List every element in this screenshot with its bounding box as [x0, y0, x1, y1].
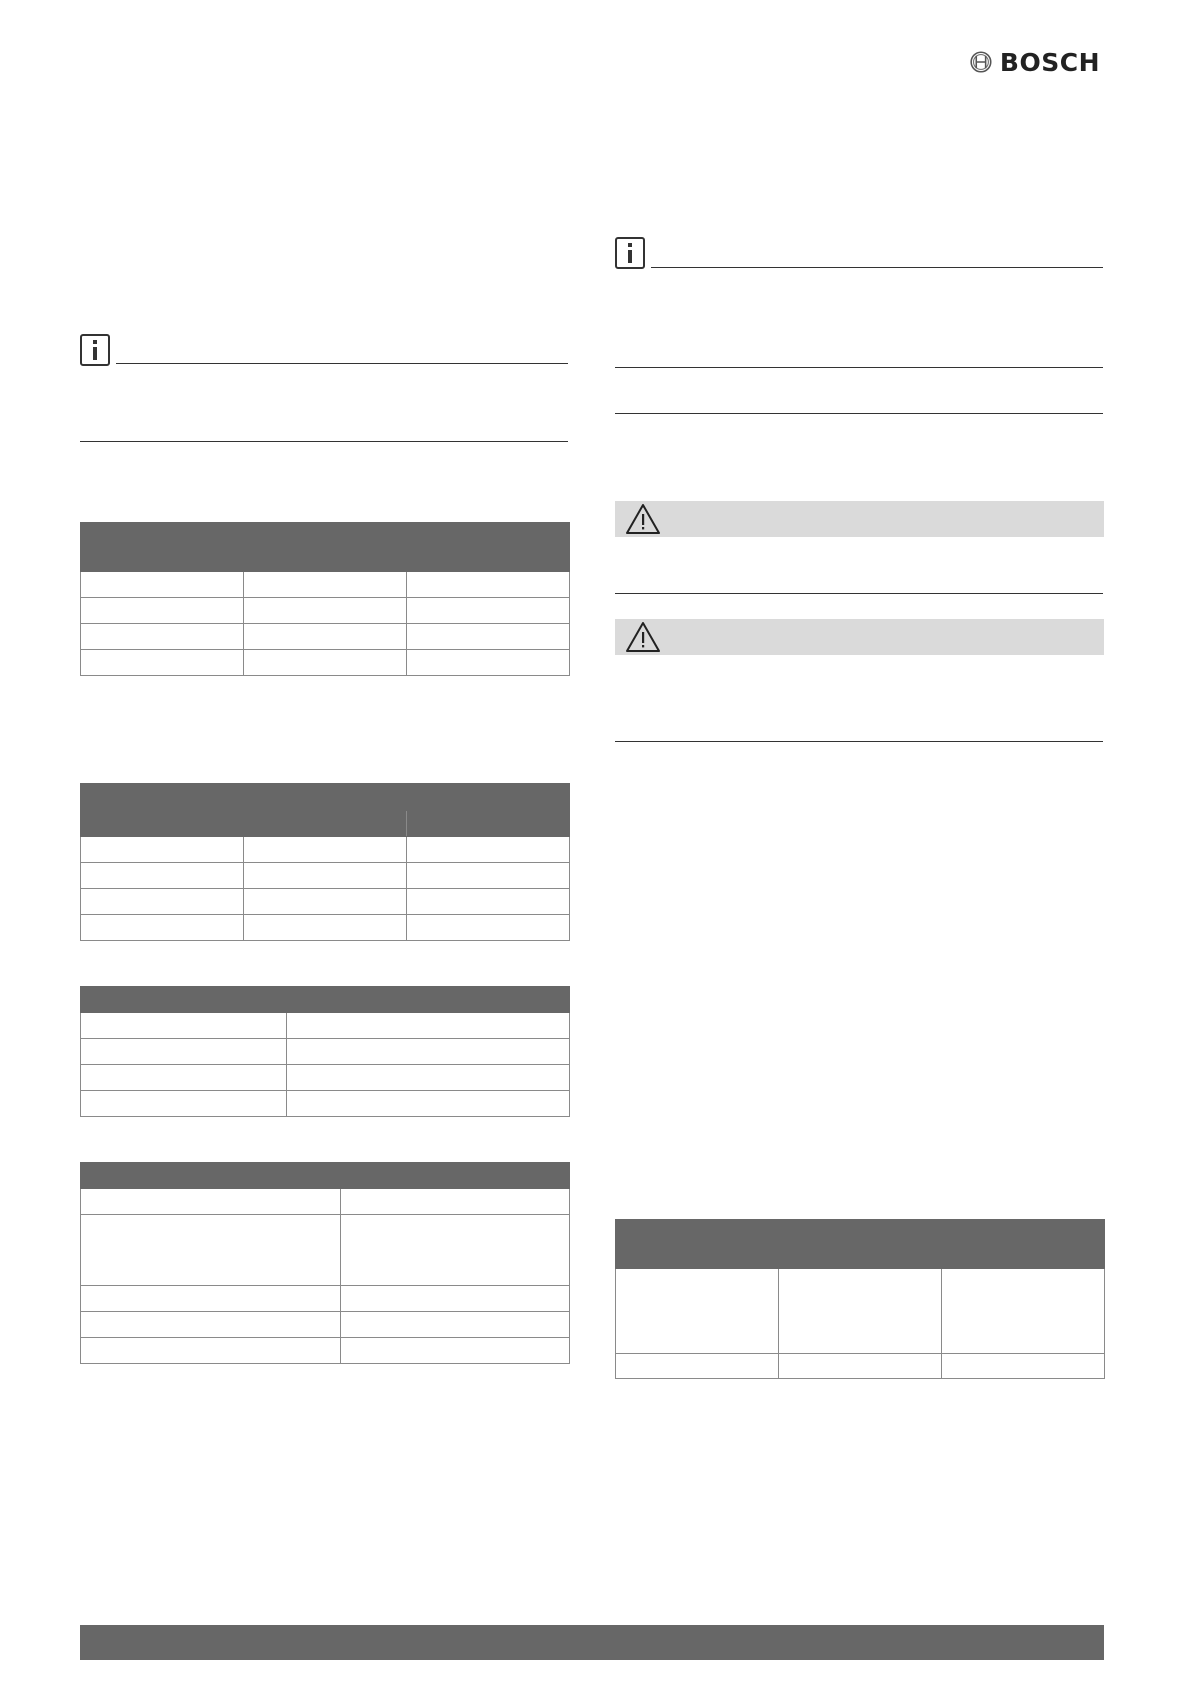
- table-3: [80, 986, 570, 1117]
- section-rule: [615, 413, 1103, 414]
- table-row: [81, 1065, 570, 1091]
- table-header-cell: [81, 987, 287, 1013]
- warning-triangle-icon: [625, 502, 661, 536]
- info-icon: [80, 334, 110, 366]
- table-3-header-row: [81, 987, 570, 1013]
- table-row: [81, 1039, 570, 1065]
- table-row: [81, 863, 570, 889]
- warning-bar: [615, 619, 1104, 655]
- table-row: [81, 889, 570, 915]
- table-header-cell: [81, 784, 244, 837]
- table-header-cell: [942, 1220, 1105, 1269]
- table-row: [616, 1354, 1105, 1379]
- table-row: [81, 1189, 570, 1215]
- table-header-cell: [407, 811, 570, 837]
- table-row: [81, 1013, 570, 1039]
- table-row: [81, 837, 570, 863]
- table-2: [80, 783, 570, 941]
- table-row: [81, 598, 570, 624]
- warning-triangle-icon: [625, 620, 661, 654]
- table-header-cell: [287, 987, 570, 1013]
- warning-bar: [615, 501, 1104, 537]
- table-header-cell: [407, 523, 570, 572]
- table-5-header-row: [616, 1220, 1105, 1269]
- table-row: [81, 1286, 570, 1312]
- table-header-group-cell: [244, 784, 570, 811]
- table-row: [81, 1215, 570, 1286]
- warning-bottom-rule: [615, 593, 1103, 594]
- table-header-cell: [244, 523, 407, 572]
- info-note-top-rule: [116, 363, 568, 364]
- footer-bar: [80, 1625, 1104, 1660]
- table-row: [81, 650, 570, 676]
- brand-logo: [970, 44, 1100, 80]
- table-row: [81, 1338, 570, 1364]
- table-2-header-row: [81, 784, 570, 811]
- info-icon: [615, 237, 645, 269]
- bosch-armature-icon: [970, 48, 992, 76]
- table-header-cell: [616, 1220, 779, 1269]
- table-header-cell: [244, 811, 407, 837]
- table-row: [81, 915, 570, 941]
- info-note-bottom-rule: [615, 367, 1103, 368]
- table-header-cell: [779, 1220, 942, 1269]
- table-row: [81, 1091, 570, 1117]
- info-note-bottom-rule: [80, 441, 568, 442]
- info-note-top-rule: [651, 267, 1103, 268]
- table-row: [81, 572, 570, 598]
- table-row: [616, 1269, 1105, 1354]
- table-5: [615, 1219, 1105, 1379]
- warning-bottom-rule: [615, 741, 1103, 742]
- brand-name: BOSCH: [999, 47, 1100, 77]
- table-4-header-row: [81, 1163, 570, 1189]
- table-4: [80, 1162, 570, 1364]
- table-header-cell: [81, 1163, 570, 1189]
- table-1: [80, 522, 570, 676]
- table-row: [81, 624, 570, 650]
- table-1-header-row: [81, 523, 570, 572]
- table-header-cell: [81, 523, 244, 572]
- table-row: [81, 1312, 570, 1338]
